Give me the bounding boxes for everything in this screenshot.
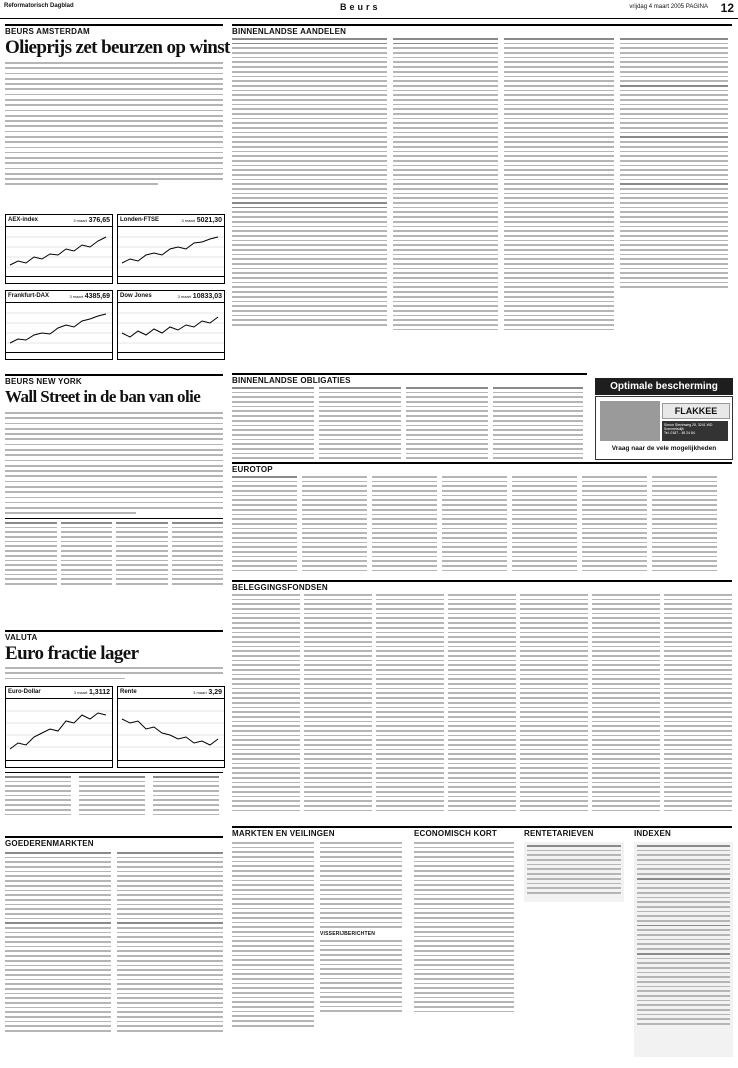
dax-line (6, 303, 112, 352)
table-rentetarieven (524, 842, 624, 902)
article-olieprijs (5, 62, 223, 185)
binnenlandse-obligaties-label: BINNENLANDSE OBLIGATIES (232, 376, 351, 385)
ad-flakkee[interactable] (595, 396, 733, 460)
article-euro (5, 667, 223, 679)
rente-line (118, 699, 224, 760)
page-header (0, 0, 738, 18)
chart-name: AEX-index (8, 217, 39, 223)
chart-aex: AEX-index 3 maart 376,65 (5, 214, 113, 284)
ad-photo (600, 401, 660, 441)
headline-olieprijs: Olieprijs zet beurzen op winst (5, 37, 230, 58)
markten-veilingen-label: MARKTEN EN VEILINGEN (232, 829, 335, 838)
article-wall-street (5, 412, 223, 514)
economisch-kort-label: ECONOMISCH KORT (414, 829, 497, 838)
ad-title: Optimale bescherming (595, 378, 733, 395)
chart-dowjones: Dow Jones 3 maart 10833,03 (117, 290, 225, 360)
beurs-new-york-label: BEURS NEW YORK (5, 377, 82, 386)
table-amerikaanse-koersen (5, 518, 223, 618)
goederenmarkten-label: GOEDERENMARKTEN (5, 839, 94, 848)
aex-line (6, 227, 112, 276)
chart-ftse: Londen-FTSE 3 maart 5021,30 (117, 214, 225, 284)
paper-name: Reformatorisch Dagblad (4, 3, 74, 9)
table-binnenlandse-obligaties (232, 387, 587, 464)
indexen-label: INDEXEN (634, 829, 671, 838)
table-eurotop (232, 476, 732, 571)
beurs-amsterdam-label: BEURS AMSTERDAM (5, 27, 90, 36)
divider (5, 630, 223, 632)
table-binnenlandse-aandelen (232, 38, 732, 378)
markten-text (232, 842, 402, 1027)
divider (232, 373, 587, 375)
section-title: Beurs (340, 2, 381, 12)
economisch-text (414, 842, 514, 1012)
valuta-label: VALUTA (5, 633, 38, 642)
table-beleggingsfondsen (232, 594, 732, 811)
table-goederenmarkten (5, 852, 223, 1032)
dowjones-line (118, 303, 224, 352)
table-indexen (634, 842, 733, 1057)
ad-tagline: Vraag naar de vele mogelijkheden (611, 445, 717, 452)
eurotop-label: EUROTOP (232, 465, 273, 474)
visserijberichten-label: VISSERIJBERICHTEN (320, 931, 376, 938)
rentetarieven-label: RENTETARIEVEN (524, 829, 594, 838)
divider (5, 836, 223, 838)
page-number: 12 (720, 1, 734, 15)
ftse-line (118, 227, 224, 276)
header-rule (0, 18, 738, 19)
divider (5, 24, 223, 26)
chart-euro-dollar: Euro-Dollar 3 maart 1,3112 (5, 686, 113, 768)
divider (232, 580, 732, 582)
chart-dax: Frankfurt-DAX 3 maart 4385,69 (5, 290, 113, 360)
ad-brand: FLAKKEE (662, 403, 730, 419)
chart-rente: Rente 3 maart 3,29 (117, 686, 225, 768)
divider (232, 826, 732, 828)
headline-euro: Euro fractie lager (5, 643, 139, 664)
euro-dollar-line (6, 699, 112, 760)
divider (5, 374, 223, 376)
table-vreemd-geld (5, 772, 223, 834)
ad-contact: Simon Stevinweg 25, 3241 WD Sommelsdijk Tel. 0187 - 48 24 84 (662, 421, 728, 441)
divider (232, 462, 732, 464)
divider (232, 24, 732, 26)
headline-wall-street: Wall Street in de ban van olie (5, 387, 201, 406)
beleggingsfondsen-label: BELEGGINGSFONDSEN (232, 583, 328, 592)
binnenlandse-aandelen-label: BINNENLANDSE AANDELEN (232, 27, 347, 36)
page-date: vrijdag 4 maart 2005 PAGINA (629, 4, 708, 10)
